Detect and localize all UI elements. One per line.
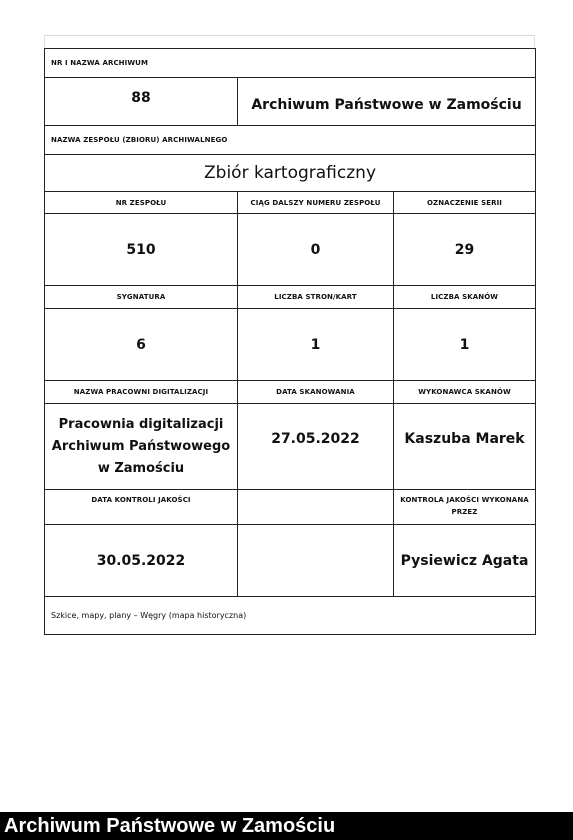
archive-number: 88 [45,78,238,126]
qc-by-value: Pysiewicz Agata [394,525,536,597]
fonds-number-label: NR ZESPOŁU [45,192,238,214]
fonds-continuation-label: CIĄG DALSZY NUMERU ZESPOŁU [238,192,394,214]
qc-by-label: KONTROLA JAKOŚCI WYKONANA PRZEZ [394,490,536,525]
footer-archive-name: Archiwum Państwowe w Zamościu [4,815,336,837]
scan-date-label: DATA SKANOWANIA [238,381,394,404]
empty-value-cell [238,525,394,597]
metadata-card [44,35,535,635]
fonds-number: 510 [45,214,238,286]
scan-date-value: 27.05.2022 [238,404,394,490]
qc-date-label: DATA KONTROLI JAKOŚCI [45,490,238,525]
scans-value: 1 [394,309,536,381]
pages-label: LICZBA STRON/KART [238,286,394,309]
signature-value: 6 [45,309,238,381]
card-top-margin [44,36,535,48]
fonds-name-label: NAZWA ZESPOŁU (ZBIORU) ARCHIWALNEGO [45,126,536,155]
archive-label: NR I NAZWA ARCHIWUM [45,49,536,78]
scanner-value: Kaszuba Marek [394,404,536,490]
series-label: OZNACZENIE SERII [394,192,536,214]
fonds-continuation: 0 [238,214,394,286]
empty-label-cell [238,490,394,525]
scanner-label: WYKONAWCA SKANÓW [394,381,536,404]
fonds-name: Zbiór kartograficzny [45,155,536,192]
qc-date-value: 30.05.2022 [45,525,238,597]
scans-label: LICZBA SKANÓW [394,286,536,309]
pages-value: 1 [238,309,394,381]
series-value: 29 [394,214,536,286]
archive-name: Archiwum Państwowe w Zamościu [238,78,536,126]
studio-value: Pracownia digitalizacji Archiwum Państwowego w Zamościu [45,404,238,490]
description: Szkice, mapy, plany – Węgry (mapa historyczna) [45,597,536,635]
studio-label: NAZWA PRACOWNI DIGITALIZACJI [45,381,238,404]
signature-label: SYGNATURA [45,286,238,309]
metadata-table [44,48,536,635]
footer-bar [0,812,573,840]
